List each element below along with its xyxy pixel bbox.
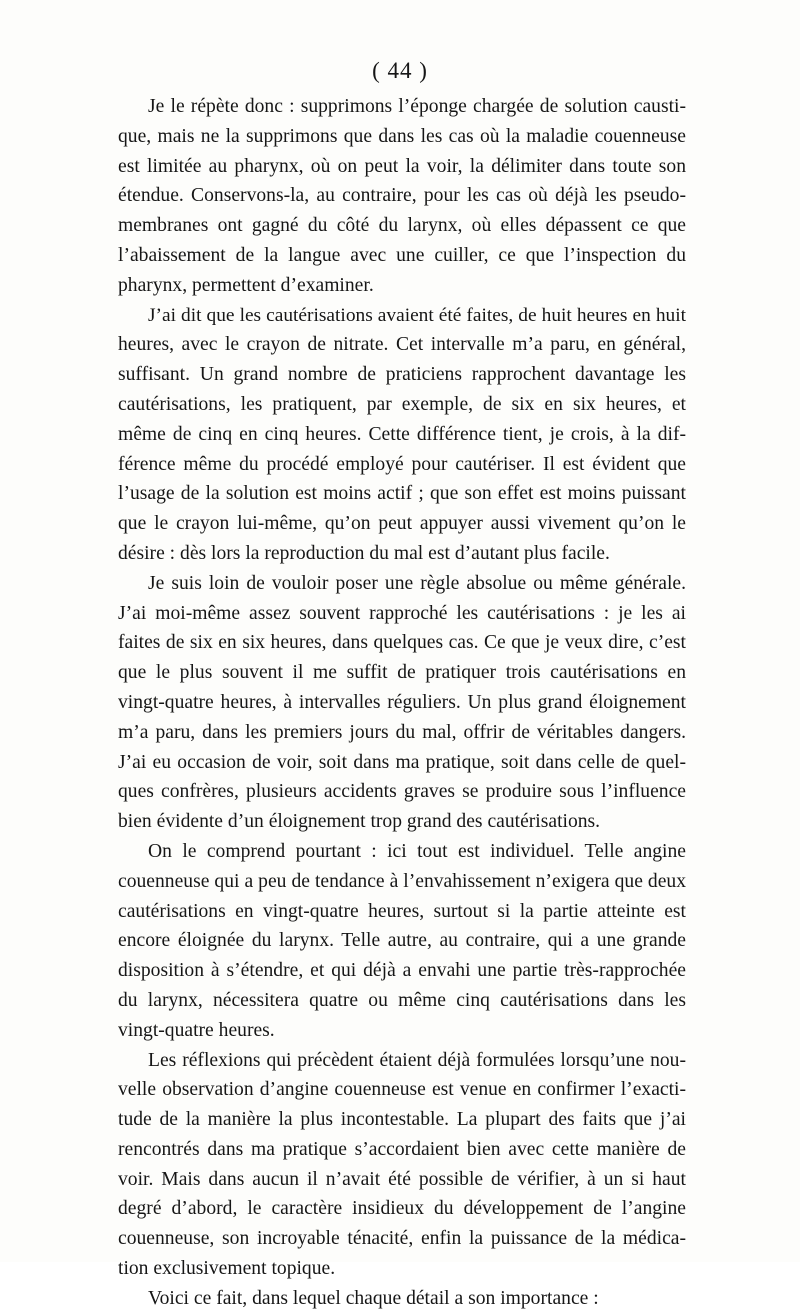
paragraph xyxy=(118,301,686,569)
text-line: étendue. Conservons-la, au contraire, pour les cas où déjà les pseudo- xyxy=(118,185,686,207)
text-line: que le plus souvent il me suffit de pratiquer trois cautérisations en xyxy=(118,662,686,684)
text-line: couenneuse, son incroyable ténacité, enfin la puissance de la médica- xyxy=(118,1228,686,1250)
text-line: est limitée au pharynx, où on peut la voir, la délimiter dans toute son xyxy=(118,155,686,177)
paragraph xyxy=(118,1284,686,1314)
text-line: membranes ont gagné du côté du larynx, où elles dépassent ce que xyxy=(118,215,686,237)
text-line: bien évidente d’un éloignement trop grand des cautérisations. xyxy=(118,811,601,833)
text-line: suffisant. Un grand nombre de praticiens rapprochent davantage les xyxy=(118,364,686,386)
text-line: Voici ce fait, dans lequel chaque détail a son importance : xyxy=(148,1287,599,1309)
paragraph xyxy=(118,569,686,837)
text-line: couenneuse qui a peu de tendance à l’envahissement n’exigera que deux xyxy=(118,870,686,892)
text-line: tude de la manière la plus incontestable. La plupart des faits que j’ai xyxy=(118,1109,686,1131)
text-line: du larynx, nécessitera quatre ou même cinq cautérisations dans les xyxy=(118,989,686,1011)
text-line: disposition à s’étendre, et qui déjà a envahi une partie très-rapprochée xyxy=(118,960,686,982)
paragraph xyxy=(118,1046,686,1284)
text-line: degré d’abord, le caractère insidieux du développement de l’angine xyxy=(118,1198,686,1220)
paragraph xyxy=(118,837,686,1046)
text-line: même de cinq en cinq heures. Cette différence tient, je crois, à la dif- xyxy=(118,423,686,445)
text-line: que, mais ne la supprimons que dans les cas où la maladie couenneuse xyxy=(118,125,686,147)
text-line: Je suis loin de vouloir poser une règle absolue ou même générale. xyxy=(148,572,686,594)
text-line: cautérisations, les pratiquent, par exemple, de six en six heures, et xyxy=(118,393,686,415)
text-line: voir. Mais dans aucun il n’avait été possible de vérifier, à un si haut xyxy=(118,1168,686,1190)
text-line: tion exclusivement topique. xyxy=(118,1258,336,1280)
text-line: Les réflexions qui précèdent étaient déjà formulées lorsqu’une nou- xyxy=(148,1049,686,1071)
text-line: l’usage de la solution est moins actif ; que son effet est moins puissant xyxy=(118,483,686,505)
paragraph xyxy=(118,92,686,301)
text-line: vingt-quatre heures. xyxy=(118,1019,275,1041)
text-line: Je le répète donc : supprimons l’éponge chargée de solution causti- xyxy=(148,96,686,117)
text-line: m’a paru, dans les premiers jours du mal, offrir de véritables dangers. xyxy=(118,721,686,743)
text-line: faites de six en six heures, dans quelques cas. Ce que je veux dire, c’est xyxy=(118,632,686,654)
text-line: velle observation d’angine couenneuse est venue en confirmer l’exacti- xyxy=(118,1079,686,1101)
text-line: férence même du procédé employé pour cautériser. Il est évident que xyxy=(118,453,686,475)
text-line: désire : dès lors la reproduction du mal est d’autant plus facile. xyxy=(118,542,610,564)
text-line: J’ai moi-même assez souvent rapproché les cautérisations : je les ai xyxy=(118,602,686,624)
text-line: rencontrés dans ma pratique s’accordaient bien avec cette manière de xyxy=(118,1138,686,1160)
page-number: ( 44 ) xyxy=(372,58,428,83)
text-line: J’ai dit que les cautérisations avaient été faites, de huit heures en huit xyxy=(148,304,686,326)
body-text xyxy=(118,92,686,1314)
text-line: ques confrères, plusieurs accidents graves se produire sous l’influence xyxy=(118,781,686,803)
text-line: heures, avec le crayon de nitrate. Cet intervalle m’a paru, en général, xyxy=(118,334,686,356)
text-line: que le crayon lui-même, qu’on peut appuyer aussi vivement qu’on le xyxy=(118,513,686,535)
text-line: encore éloignée du larynx. Telle autre, au contraire, qui a une grande xyxy=(118,930,686,952)
text-line: J’ai eu occasion de voir, soit dans ma pratique, soit dans celle de quel- xyxy=(118,751,686,773)
text-line: vingt-quatre heures, à intervalles réguliers. Un plus grand éloignement xyxy=(118,691,686,713)
text-line: l’abaissement de la langue avec une cuiller, ce que l’inspection du xyxy=(118,244,686,266)
text-line: cautérisations en vingt-quatre heures, surtout si la partie atteinte est xyxy=(118,900,686,922)
text-line: On le comprend pourtant : ici tout est individuel. Telle angine xyxy=(148,840,686,862)
text-line: pharynx, permettent d’examiner. xyxy=(118,274,374,296)
